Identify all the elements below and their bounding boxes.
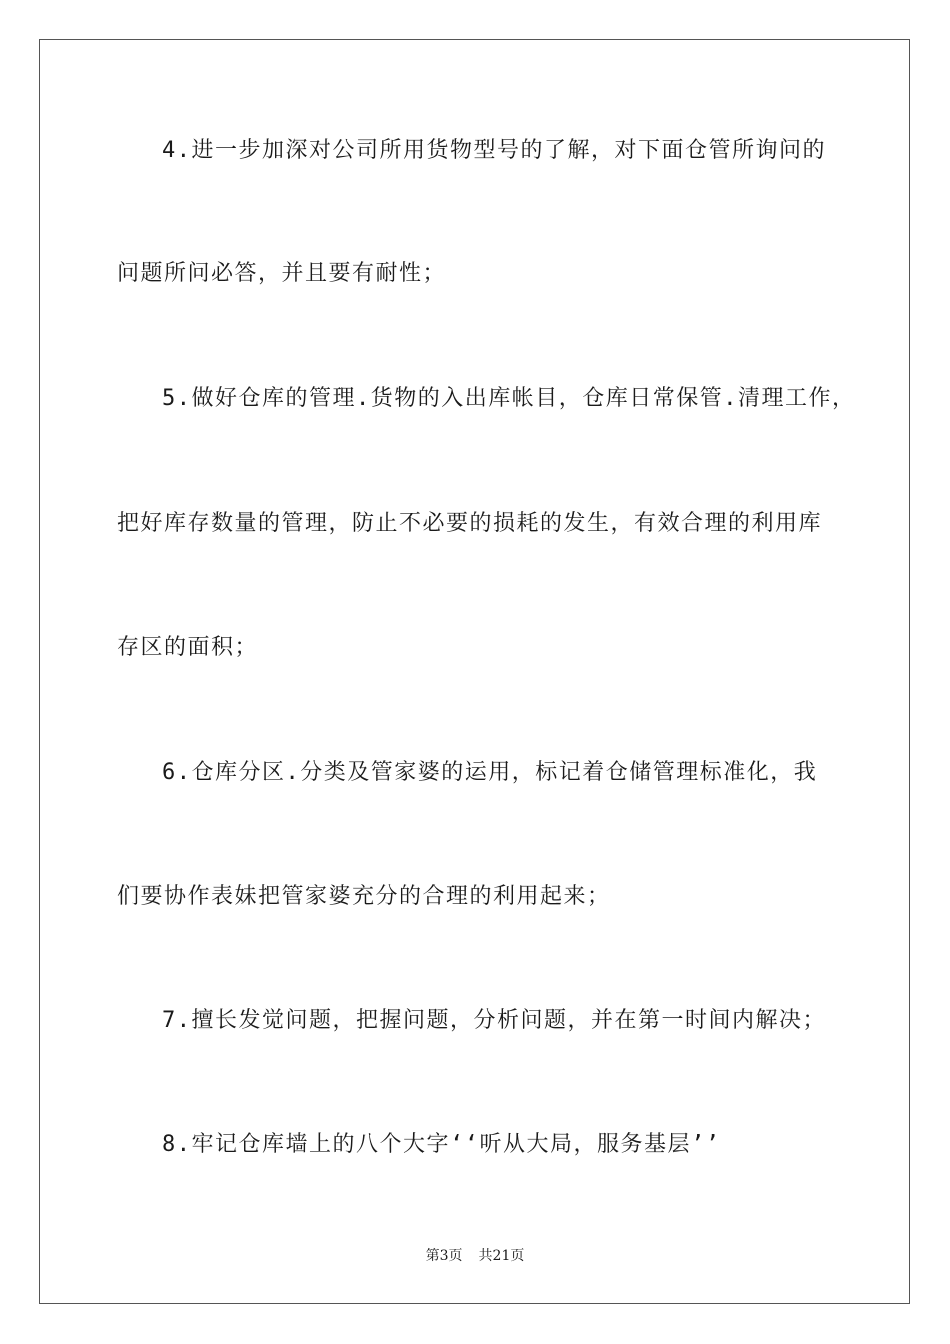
paragraph-6-line-2: 们要协作表妹把管家婆充分的合理的利用起来； (117, 884, 611, 909)
paragraph-8-line-1: 8.牢记仓库墙上的八个大字‘‘听从大局，服务基层’’ (162, 1132, 721, 1157)
paragraph-5-line-3: 存区的面积； (117, 635, 259, 660)
page-footer (0, 1246, 950, 1266)
paragraph-5-line-1: 5.做好仓库的管理.货物的入出库帐目，仓库日常保管.清理工作， (162, 386, 856, 411)
paragraph-6-line-1: 6.仓库分区.分类及管家婆的运用，标记着仓储管理标准化，我 (162, 760, 818, 785)
page-frame (39, 39, 910, 1304)
paragraph-7-line-1: 7.擅长发觉问题，把握问题，分析问题，并在第一时间内解决； (162, 1008, 826, 1033)
paragraph-4-line-1: 4.进一步加深对公司所用货物型号的了解，对下面仓管所询问的 (162, 138, 826, 163)
paragraph-5-line-2: 把好库存数量的管理，防止不必要的损耗的发生，有效合理的利用库 (117, 511, 823, 536)
page-total: 共21页 (478, 1248, 525, 1264)
page-number: 第3页 (425, 1248, 463, 1264)
paragraph-4-line-2: 问题所问必答，并且要有耐性； (117, 261, 447, 286)
